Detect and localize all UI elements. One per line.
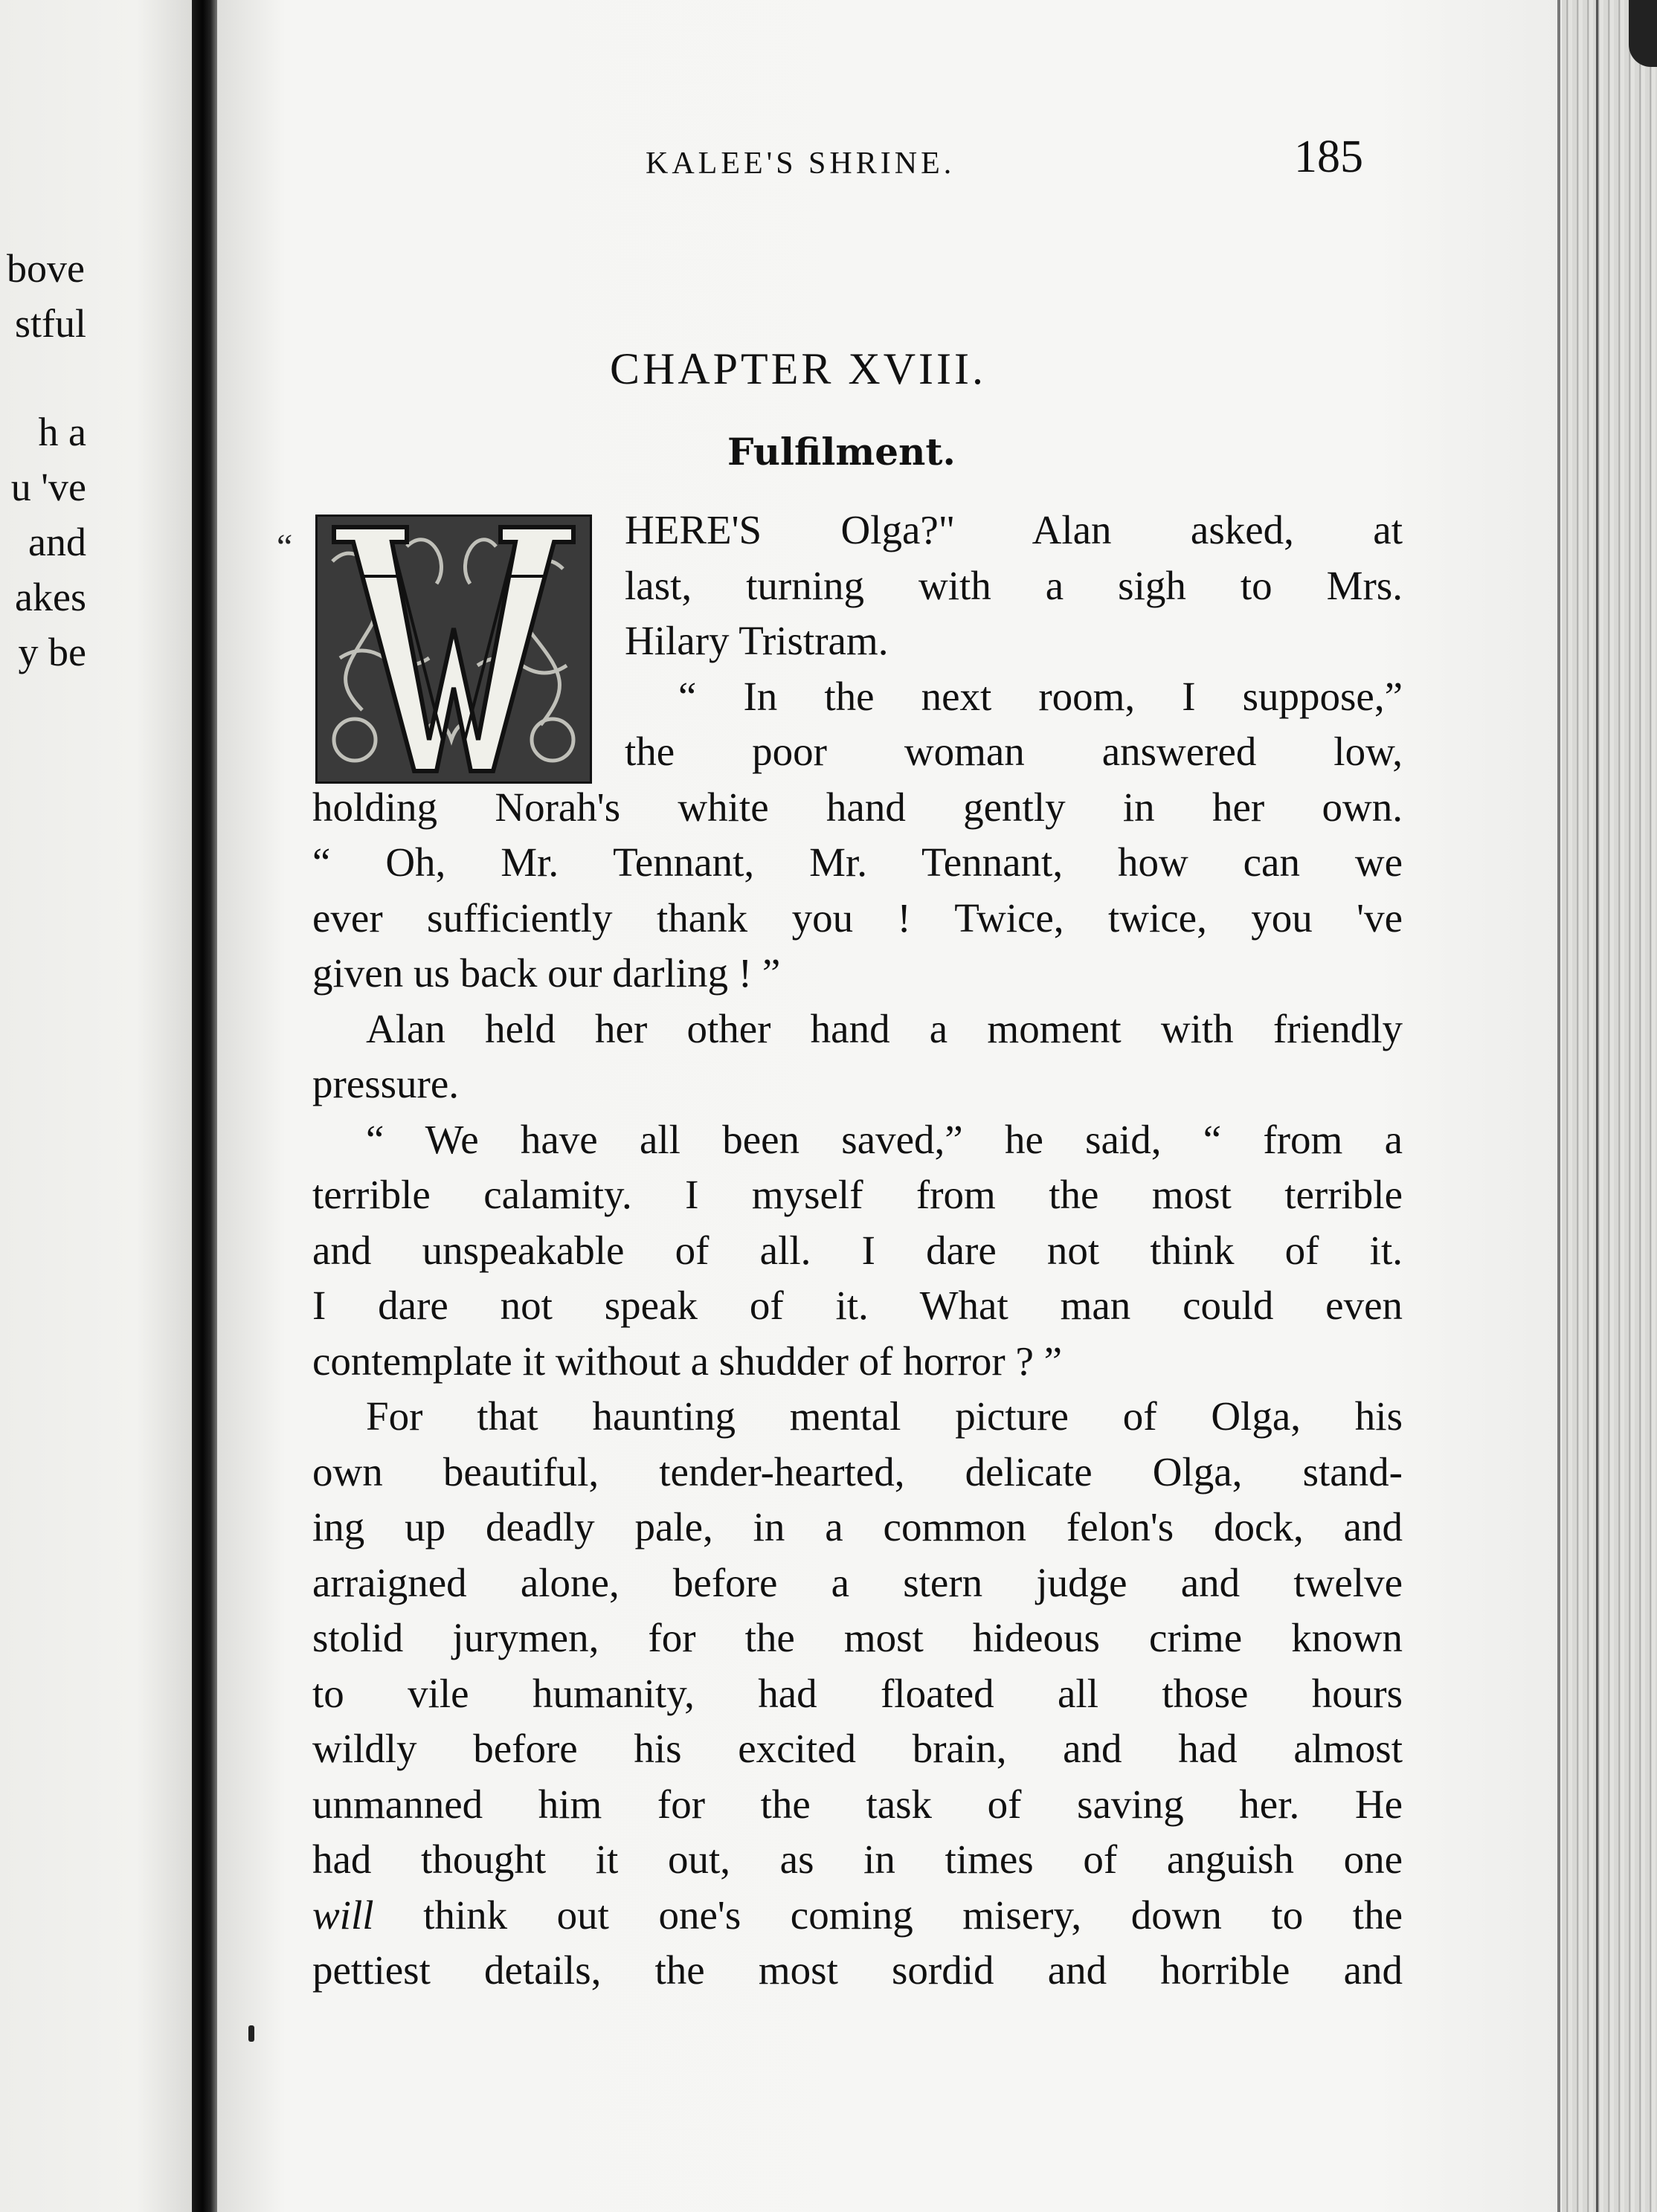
text-line: “ In the next room, I suppose,” xyxy=(678,673,1403,719)
text-line: ever sufficiently thank you ! Twice, twice, you 've xyxy=(312,894,1403,941)
book-gutter xyxy=(192,0,219,2212)
text-line: “ We have all been saved,” he said, “ from a xyxy=(366,1116,1403,1162)
left-page-fragment: y be xyxy=(18,630,86,674)
text-line: to vile humanity, had floated all those hours xyxy=(312,1670,1403,1716)
text-line: HERE'S Olga?" Alan asked, at xyxy=(625,507,1403,552)
text-line: Hilary Tristram. xyxy=(625,618,889,663)
page-edges xyxy=(1562,0,1657,2212)
left-page-fragment: and xyxy=(28,520,86,564)
left-page-fragment: u 've xyxy=(10,465,86,509)
opening-quote-mark: “ xyxy=(277,527,293,567)
left-page-fragment: bove xyxy=(7,246,85,291)
text-line: had thought it out, as in times of anguish one xyxy=(312,1837,1403,1882)
text-line: the poor woman answered low, xyxy=(625,729,1403,774)
spine-mark xyxy=(248,2025,254,2042)
text-line: arraigned alone, before a stern judge and twelve xyxy=(312,1559,1403,1605)
text-line: pressure. xyxy=(312,1061,460,1106)
text-line: terrible calamity. I myself from the most terrible xyxy=(312,1172,1403,1217)
text-line: given us back our darling ! ” xyxy=(312,950,781,996)
left-page-fragment: akes xyxy=(15,575,86,619)
text-line: last, turning with a sigh to Mrs. xyxy=(625,562,1403,608)
page-edge-line xyxy=(1557,0,1560,2212)
text-line: For that haunting mental picture of Olga, his xyxy=(366,1393,1403,1439)
text-line: ing up deadly pale, in a common felon's dock, and xyxy=(312,1504,1403,1550)
left-facing-page xyxy=(0,0,195,2212)
text-line: wildly before his excited brain, and had almost xyxy=(312,1726,1403,1771)
running-header: KALEE'S SHRINE. xyxy=(646,146,956,181)
text-line: contemplate it without a shudder of horror ? ” xyxy=(312,1338,1063,1384)
body-text xyxy=(312,503,1403,1999)
left-page-fragment: stful xyxy=(14,301,86,346)
italic-word: will xyxy=(312,1892,374,1938)
text-line: own beautiful, tender-hearted, delicate Olga, stand- xyxy=(312,1448,1403,1494)
text-line: holding Norah's white hand gently in her own. xyxy=(312,784,1403,830)
text-line xyxy=(312,1888,1403,1944)
cover-corner xyxy=(1629,0,1657,67)
text-line: Alan held her other hand a moment with friendly xyxy=(366,1005,1403,1051)
left-page-fragment: h a xyxy=(38,410,86,454)
text-fragment: think out one's coming misery, down to the xyxy=(373,1892,1403,1938)
chapter-heading: CHAPTER XVIII. xyxy=(610,344,986,393)
text-line: stolid jurymen, for the most hideous crime known xyxy=(312,1615,1403,1660)
text-line: I dare not speak of it. What man could even xyxy=(312,1283,1403,1328)
text-line: pettiest details, the most sordid and horrible and xyxy=(312,1947,1403,1993)
page-number: 185 xyxy=(1294,132,1363,182)
chapter-subtitle: Fulfilment. xyxy=(727,430,956,474)
text-line: “ Oh, Mr. Tennant, Mr. Tennant, how can we xyxy=(312,839,1403,885)
page-edge-line xyxy=(1596,0,1598,2212)
text-line: unmanned him for the task of saving her. He xyxy=(312,1781,1403,1827)
text-line: and unspeakable of all. I dare not think of it. xyxy=(312,1227,1403,1273)
